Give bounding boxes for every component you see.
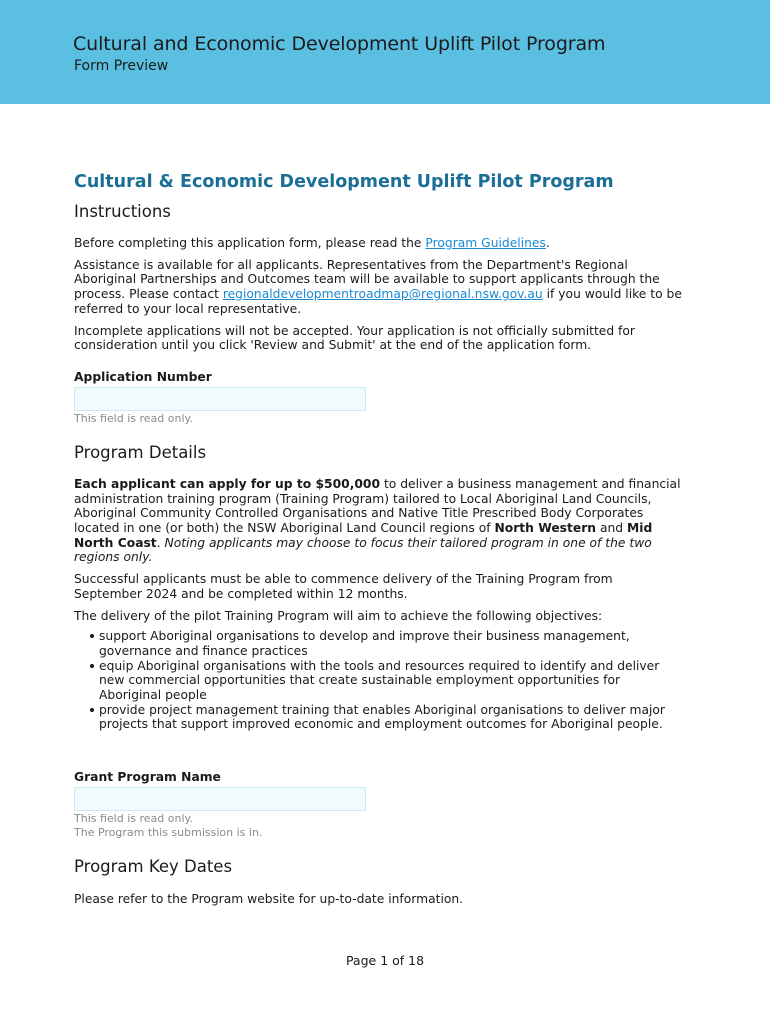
program-details-text: and — [596, 521, 627, 536]
key-dates-heading: Program Key Dates — [74, 857, 233, 877]
region-north-western: North Western — [494, 521, 597, 536]
instructions-paragraph-1 — [74, 236, 684, 251]
instructions-paragraph-2 — [74, 258, 684, 317]
key-dates-paragraph: Please refer to the Program website for up-to-date information. — [74, 892, 464, 907]
program-details-paragraph-3: The delivery of the pilot Training Program will aim to achieve the following objectives: — [74, 608, 603, 623]
list-item — [99, 629, 684, 658]
bullet-icon — [90, 634, 94, 638]
form-content — [74, 170, 684, 907]
grant-program-name-hint: This field is read only. — [74, 812, 193, 826]
program-details-text: to deliver a business management and financial administration training program (Training Program) tailored to Local Aboriginal Land Councils, Aboriginal Community Controlled Organisations and Native Title Prescribed Body Corporates located in one (or both) the NSW Aboriginal Land Council regions of — [74, 476, 681, 536]
program-details-paragraph-2: Successful applicants must be able to commence delivery of the Training Program from September 2024 and be completed within 12 months. — [74, 572, 613, 601]
objectives-list — [74, 629, 684, 732]
list-item — [99, 703, 684, 732]
application-number-input[interactable] — [74, 387, 366, 411]
region-mid-north-coast: Mid North Coast — [74, 521, 653, 550]
objective-text: provide project management training that enables Aboriginal organisations to deliver major projects that support improved economic and employment outcomes for Aboriginal people. — [99, 702, 665, 732]
instructions-heading: Instructions — [74, 202, 171, 221]
program-details-paragraph-1 — [74, 477, 684, 565]
list-item — [99, 659, 684, 703]
application-number-hint: This field is read only. — [74, 411, 193, 425]
instructions-text: Before completing this application form, please read the — [74, 236, 426, 250]
bullet-icon — [90, 708, 94, 712]
page-subtitle: Form Preview — [74, 58, 169, 74]
form-title: Cultural & Economic Development Uplift Pilot Program — [74, 172, 614, 192]
page-number: Page 1 of 18 — [345, 953, 425, 968]
funding-amount-text: Each applicant can apply for up to $500,000 — [74, 476, 381, 491]
instructions-text: if you would like to be referred to your local representative. — [74, 287, 682, 316]
application-number-field — [74, 370, 684, 426]
grant-program-name-label: Grant Program Name — [74, 770, 221, 785]
instructions-paragraph-3: Incomplete applications will not be accepted. Your application is not officially submitted for consideration until you click 'Review and Submit' at the end of the application form. — [74, 323, 635, 353]
grant-program-name-input[interactable] — [74, 787, 366, 811]
objective-text: support Aboriginal organisations to develop and improve their business management, governance and finance practices — [99, 629, 630, 658]
bullet-icon — [90, 664, 94, 668]
application-number-label: Application Number — [74, 369, 212, 384]
grant-program-name-description: The Program this submission is in. — [74, 826, 263, 840]
page-title: Cultural and Economic Development Uplift Pilot Program — [73, 33, 606, 55]
program-guidelines-link[interactable]: Program Guidelines — [425, 236, 546, 250]
program-details-heading: Program Details — [74, 442, 207, 462]
objective-text: equip Aboriginal organisations with the tools and resources required to identify and deliver new commercial opportunities that create sustainable employment opportunities for Aboriginal people — [99, 658, 660, 703]
program-details-text: . — [156, 535, 165, 550]
instructions-text: Assistance is available for all applicants. Representatives from the Department's Regional Aboriginal Partnerships and Outcomes team will be available to support applicants through the process. Please contact — [74, 257, 660, 302]
program-details-note: Noting applicants may choose to focus their tailored program in one of the two regions only. — [74, 535, 652, 565]
grant-program-name-field — [74, 770, 684, 840]
instructions-text: . — [545, 236, 550, 250]
page-header — [0, 0, 770, 104]
contact-email-link[interactable]: regionaldevelopmentroadmap@regional.nsw.gov.au — [222, 287, 543, 302]
